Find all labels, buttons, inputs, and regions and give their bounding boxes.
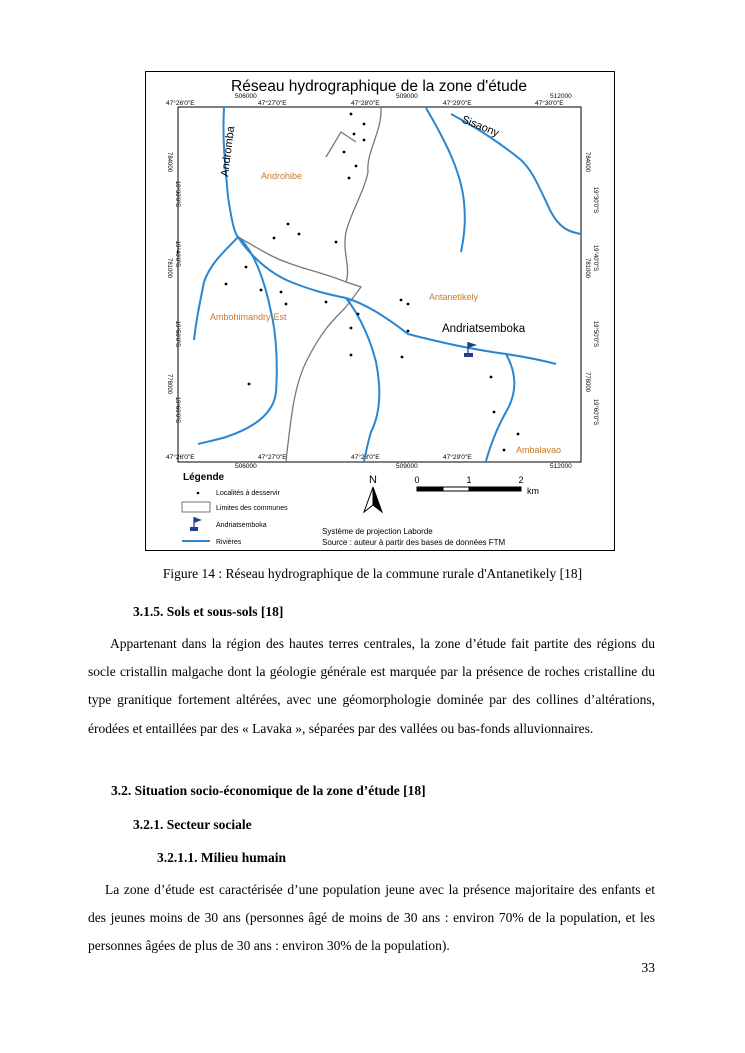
locality-dot <box>363 123 366 126</box>
north-label: N <box>369 474 377 486</box>
locality-dot <box>350 354 353 357</box>
top-grid: 512000 <box>550 93 572 100</box>
locality-dot <box>357 313 360 316</box>
right-coord-labels <box>584 152 598 425</box>
town-label: Andriatsemboka <box>442 323 526 335</box>
locality-dot <box>245 266 248 269</box>
bottom-coord: 47°27'0"E <box>258 454 287 461</box>
north-arrow-icon <box>364 487 382 512</box>
legend-locality-icon <box>197 492 200 495</box>
right-lat: 19°30'0"S <box>592 186 598 214</box>
paragraph-milieu-humain: La zone d’étude est caractérisée d’une population jeune avec la présence majoritaire des enfants et des jeunes moins de 30 ans (personnes âgé de moins de 30 ans : environ 70% de la population, et les personnes âgées de plus de 30 ans : environ 30% de la population). <box>88 882 655 954</box>
left-lat: 19°40'0"S <box>174 240 180 268</box>
place-label: Androhibe <box>261 171 303 181</box>
legend-title: Légende <box>183 472 225 483</box>
bottom-coord: 47°29'0"E <box>443 454 472 461</box>
legend-item: Localités à desservir <box>216 490 280 497</box>
left-lat: 19°30'0"S <box>174 180 180 208</box>
paragraph-sols: Appartenant dans la région des hautes terres centrales, la zone d’étude fait partite des régions du socle cristallin malgache dont la géologie générale est marquée par la présence de roches cristalline du type granitique fortement altérées, avec une géomorphologie dominée par des collines d’altérations, érodées et entaillées par des « Lavaka », séparées par des vallées ou bas-fonds alluvionnaires. <box>88 636 655 736</box>
locality-dot <box>225 283 228 286</box>
locality-dot <box>350 327 353 330</box>
left-grid: 778000 <box>166 373 172 395</box>
locality-dot <box>400 299 403 302</box>
scale-label: 2 <box>518 475 524 485</box>
locality-dot <box>401 356 404 359</box>
top-coord: 47°27'0"E <box>258 100 287 107</box>
locality-dot <box>353 133 356 136</box>
scale-labels <box>414 475 539 496</box>
locality-dot <box>335 241 338 244</box>
locality-dot <box>325 301 328 304</box>
locality-dot <box>348 177 351 180</box>
right-grid: 778000 <box>584 371 590 393</box>
left-lat: 19°60'0"S <box>174 396 180 424</box>
locality-dot <box>407 303 410 306</box>
legend-boundary-icon <box>182 502 210 512</box>
legend-flag-icon <box>190 517 202 531</box>
left-grid: 781000 <box>166 257 172 279</box>
left-lat: 19°50'0"S <box>174 320 180 348</box>
bottom-coord: 47°28'0"E <box>351 454 380 461</box>
scale-unit: km <box>527 486 539 496</box>
locality-dot <box>503 449 506 452</box>
locality-dot <box>350 113 353 116</box>
locality-dot <box>517 433 520 436</box>
river-label-andromba: Andromba <box>219 125 238 178</box>
place-label: Antanetikely <box>429 292 479 302</box>
locality-dot <box>490 376 493 379</box>
locality-dot <box>298 233 301 236</box>
top-coord: 47°28'0"E <box>351 100 380 107</box>
locality-dot <box>355 165 358 168</box>
bottom-grid: 506000 <box>235 463 257 470</box>
projection-label: Système de projection Laborde <box>322 527 433 536</box>
locality-dot <box>493 411 496 414</box>
top-coord: 47°26'0"E <box>166 100 195 107</box>
bottom-coord: 47°26'0"E <box>166 454 195 461</box>
section-heading-3-2-1-1: 3.2.1.1. Milieu humain <box>157 850 287 865</box>
figure-map <box>145 71 615 551</box>
right-lat: 19°50'0"S <box>592 320 598 348</box>
river-label-sisaony: Sisaony <box>459 113 501 140</box>
legend-item: Andriatsemboka <box>216 522 267 529</box>
place-label: Ambalavao <box>516 445 562 455</box>
map-title: Réseau hydrographique de la zone d'étude <box>231 78 527 95</box>
bottom-grid: 509000 <box>396 463 418 470</box>
top-coord: 47°29'0"E <box>443 100 472 107</box>
right-grid: 781000 <box>584 257 590 279</box>
legend-item: Rivières <box>216 539 242 546</box>
locality-dot <box>363 139 366 142</box>
section-heading-3-2-1: 3.2.1. Secteur sociale <box>133 817 252 832</box>
top-grid: 506000 <box>235 93 257 100</box>
locality-dot <box>260 289 263 292</box>
scale-bar <box>417 487 521 491</box>
right-grid: 784000 <box>584 151 590 173</box>
left-grid: 784000 <box>166 151 172 173</box>
bottom-grid: 512000 <box>550 463 572 470</box>
locality-dot <box>285 303 288 306</box>
page-number: 33 <box>641 960 655 975</box>
top-grid: 509000 <box>396 93 418 100</box>
top-coord-labels <box>166 93 572 107</box>
locality-dot <box>287 223 290 226</box>
top-coord: 47°30'0"E <box>535 100 564 107</box>
section-heading-3-2: 3.2. Situation socio-économique de la zone d’étude [18] <box>111 783 426 798</box>
scale-label: 0 <box>414 475 420 485</box>
section-heading-3-1-5: 3.1.5. Sols et sous-sols [18] <box>133 604 284 619</box>
locality-dot <box>280 291 283 294</box>
right-lat: 19°60'0"S <box>592 398 598 426</box>
locality-dot <box>273 237 276 240</box>
source-label: Source : auteur à partir des bases de données FTM <box>322 538 506 547</box>
legend-item: Limites des communes <box>216 505 288 512</box>
map-svg <box>146 72 613 549</box>
locality-dot <box>248 383 251 386</box>
locality-dot <box>343 151 346 154</box>
figure-caption: Figure 14 : Réseau hydrographique de la commune rurale d'Antanetikely [18] <box>162 566 583 581</box>
right-lat: 19°40'0"S <box>592 244 598 272</box>
scale-label: 1 <box>466 475 472 485</box>
locality-dot <box>407 330 410 333</box>
place-label: Ambohimandry-Est <box>210 312 287 322</box>
